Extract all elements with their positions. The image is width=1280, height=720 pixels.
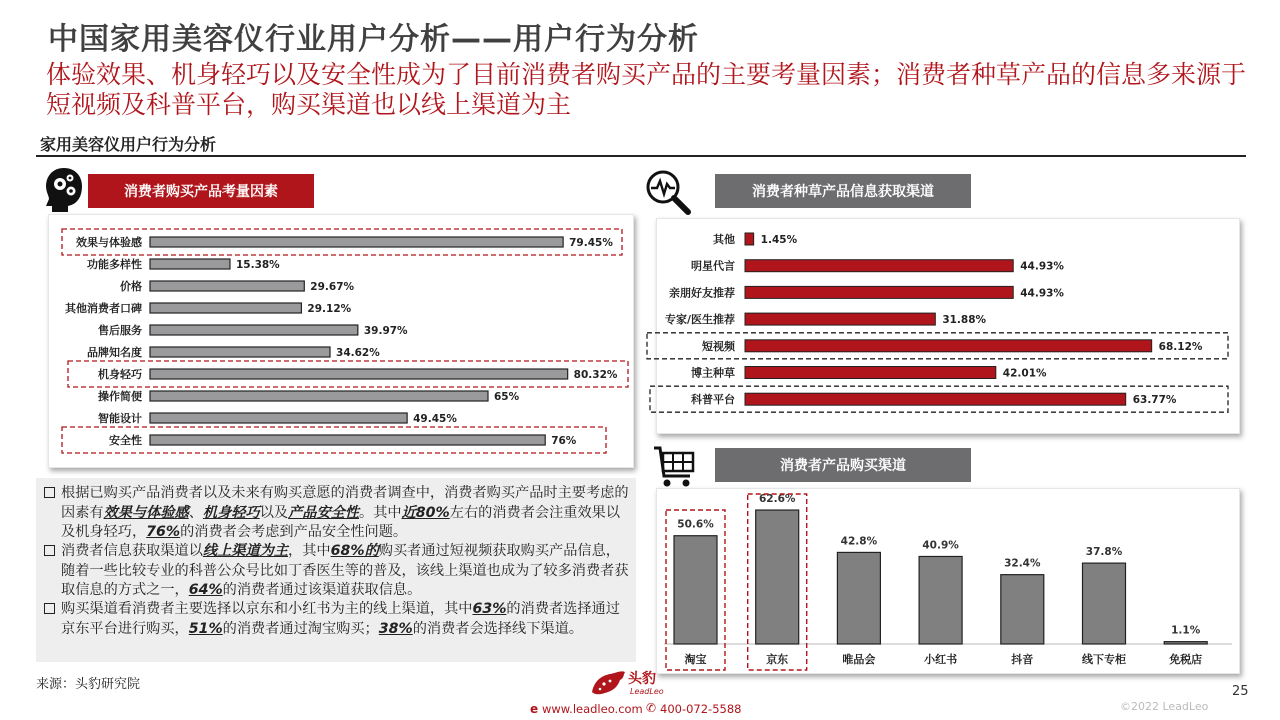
source-note: 来源：头豹研究院 <box>36 677 141 692</box>
bullet-icon <box>44 603 55 614</box>
purchase-category-label: 京东 <box>766 653 789 666</box>
purchase-header: 消费者产品购买渠道 <box>715 448 971 482</box>
channel-bar <box>745 260 1013 272</box>
factor-bar <box>150 259 230 269</box>
purchase-bar <box>1001 575 1044 644</box>
factor-bar <box>150 237 563 247</box>
factor-label: 机身轻巧 <box>98 368 142 381</box>
factors-chart <box>48 214 634 468</box>
channel-value-label: 44.93% <box>1020 287 1064 300</box>
channel-value-label: 63.77% <box>1132 394 1177 407</box>
factor-bar <box>150 369 568 379</box>
channel-label: 其他 <box>713 233 735 246</box>
factor-bar <box>150 281 304 291</box>
purchase-bar <box>1083 563 1126 644</box>
note-emphasis: 线上渠道为主 <box>202 543 289 559</box>
factor-label: 操作简便 <box>98 390 142 403</box>
channel-value-label: 42.01% <box>1002 367 1047 380</box>
factor-value-label: 49.45% <box>413 413 457 425</box>
leopard-logo-icon <box>588 668 628 698</box>
channel-label: 博主种草 <box>691 366 735 380</box>
note-segment: 根据已购买产品消费者以及未来有购买意愿的消费者调查中，消费者购买产品时主要考虑的因素有 <box>61 485 629 521</box>
purchase-value-label: 1.1% <box>1171 624 1201 637</box>
factor-label: 智能设计 <box>98 412 142 425</box>
purchase-value-label: 62.6% <box>758 493 796 506</box>
channel-bar <box>745 286 1013 298</box>
purchase-value-label: 32.4% <box>1004 557 1041 570</box>
factor-label: 价格 <box>120 280 142 293</box>
head-gears-icon <box>42 166 86 214</box>
factor-label: 安全性 <box>109 434 142 447</box>
note-emphasis: 51% <box>188 620 223 637</box>
note-segment: 左右的消费者会注重效果以及机身轻巧， <box>61 504 621 540</box>
factor-value-label: 29.67% <box>310 281 355 293</box>
factor-label: 售后服务 <box>98 324 142 337</box>
note-segment: 的消费者选择通过京东平台进行购买， <box>61 601 620 637</box>
channel-bar <box>745 340 1152 352</box>
note-emphasis: 效果与体验感 <box>103 504 189 521</box>
note-emphasis: 64% <box>188 582 223 598</box>
note-emphasis: 63% <box>472 601 507 617</box>
channel-value-label: 31.88% <box>942 314 987 327</box>
note-2 <box>44 542 630 601</box>
purchase-category-label: 免税店 <box>1169 653 1203 666</box>
page-title: 中国家用美容仪行业用户分析——用户行为分析 <box>48 22 699 57</box>
website-link[interactable]: www.leadleo.com <box>542 702 643 716</box>
purchase-category-label: 淘宝 <box>684 653 707 666</box>
channel-bar <box>745 393 1126 405</box>
notes-box <box>36 478 636 662</box>
shopping-cart-icon <box>652 444 698 490</box>
copyright: ©2022 LeadLeo <box>1120 700 1209 713</box>
factor-value-label: 39.97% <box>363 325 408 337</box>
page-subtitle: 体验效果、机身轻巧以及安全性成为了目前消费者购买产品的主要考量因素；消费者种草产品的信息多来源于短视频及科普平台，购买渠道也以线上渠道为主 <box>46 60 1247 119</box>
channel-label: 亲朋好友推荐 <box>669 286 735 300</box>
channels-header: 消费者种草产品信息获取渠道 <box>715 174 971 208</box>
section-divider <box>36 155 1246 157</box>
factor-label: 其他消费者口碑 <box>65 302 142 315</box>
purchase-category-label: 抖音 <box>1011 653 1034 666</box>
note-text <box>44 600 630 639</box>
factor-value-label: 76% <box>551 435 577 447</box>
purchase-bar <box>674 536 717 644</box>
note-1 <box>44 484 630 543</box>
factor-value-label: 34.62% <box>336 347 380 359</box>
logo-cn: 头豹 <box>628 671 656 687</box>
purchase-bar <box>919 556 962 644</box>
phone-icon: ✆ <box>646 701 657 715</box>
purchase-bar <box>756 510 799 644</box>
note-segment: ，其中 <box>288 543 331 559</box>
purchase-category-label: 唯品会 <box>842 653 876 666</box>
note-emphasis: 68%的 <box>330 543 379 559</box>
channel-bar <box>745 233 754 245</box>
channel-label: 专家/医生推荐 <box>664 313 735 327</box>
note-segment: 。其中 <box>359 504 402 521</box>
factor-bar <box>150 325 358 335</box>
note-emphasis: 38% <box>378 620 413 637</box>
purchase-value-label: 42.8% <box>840 535 878 548</box>
channels-chart <box>640 218 1240 434</box>
factor-value-label: 15.38% <box>235 259 280 271</box>
logo-en: LeadLeo <box>630 687 664 696</box>
note-segment: 以及 <box>259 504 289 521</box>
note-segment: 的消费者通过淘宝购买； <box>222 620 379 637</box>
note-text <box>44 542 630 601</box>
ie-icon: e <box>530 702 539 716</box>
channel-label: 短视频 <box>702 339 735 353</box>
factor-value-label: 79.45% <box>569 237 613 249</box>
magnifier-pulse-icon <box>644 168 692 216</box>
factor-label: 功能多样性 <box>87 258 142 271</box>
note-segment: 购买者通过短视频获取购买产品信息，随着一些比较专业的科普公众号比如丁香医生等的普及，该线上渠道也成为了较多消费者获取信息的方式之一， <box>61 543 629 598</box>
note-segment: 、 <box>188 504 203 521</box>
note-emphasis: 机身轻巧 <box>202 504 260 521</box>
factor-bar <box>150 303 301 313</box>
purchase-category-label: 小红书 <box>924 653 958 666</box>
channel-value-label: 68.12% <box>1158 340 1203 353</box>
factor-value-label: 65% <box>494 391 520 403</box>
purchase-value-label: 50.6% <box>677 518 714 531</box>
bullet-icon <box>44 487 55 498</box>
factor-value-label: 29.12% <box>307 303 352 315</box>
channel-bar <box>745 313 935 325</box>
page-number: 25 <box>1232 684 1249 699</box>
note-segment: 消费者信息获取渠道以 <box>61 543 203 559</box>
note-segment: 的消费者会考虑到产品安全性问题。 <box>180 524 408 540</box>
note-emphasis: 76% <box>146 524 181 540</box>
purchase-chart <box>656 488 1240 674</box>
factor-label: 效果与体验感 <box>76 236 142 249</box>
purchase-bar <box>1164 642 1207 644</box>
section-title: 家用美容仪用户行为分析 <box>40 135 217 154</box>
channel-value-label: 1.45% <box>760 234 798 246</box>
channel-bar <box>745 367 996 379</box>
purchase-value-label: 37.8% <box>1085 546 1123 559</box>
factor-bar <box>150 347 330 357</box>
factor-bar <box>150 435 545 445</box>
note-segment: 的消费者通过该渠道获取信息。 <box>222 582 422 598</box>
bullet-icon <box>44 545 55 556</box>
note-segment: 的消费者会选择线下渠道。 <box>412 620 583 637</box>
note-emphasis: 近80% <box>401 504 450 521</box>
factor-bar <box>150 391 488 401</box>
purchase-bar <box>837 552 880 644</box>
note-emphasis: 产品安全性 <box>288 504 360 521</box>
note-segment: 购买渠道看消费者主要选择以京东和小红书为主的线上渠道，其中 <box>61 601 473 617</box>
note-text <box>44 484 630 543</box>
factors-header: 消费者购买产品考量因素 <box>88 174 314 208</box>
purchase-category-label: 线下专柜 <box>1082 653 1126 666</box>
channel-label: 明星代言 <box>691 259 735 273</box>
channel-label: 科普平台 <box>691 393 735 407</box>
factor-value-label: 80.32% <box>573 369 618 381</box>
phone-number: 400-072-5588 <box>660 702 742 716</box>
factor-bar <box>150 413 407 423</box>
purchase-value-label: 40.9% <box>922 539 959 552</box>
factor-label: 品牌知名度 <box>87 346 142 359</box>
channel-value-label: 44.93% <box>1020 260 1064 273</box>
note-3 <box>44 600 630 639</box>
